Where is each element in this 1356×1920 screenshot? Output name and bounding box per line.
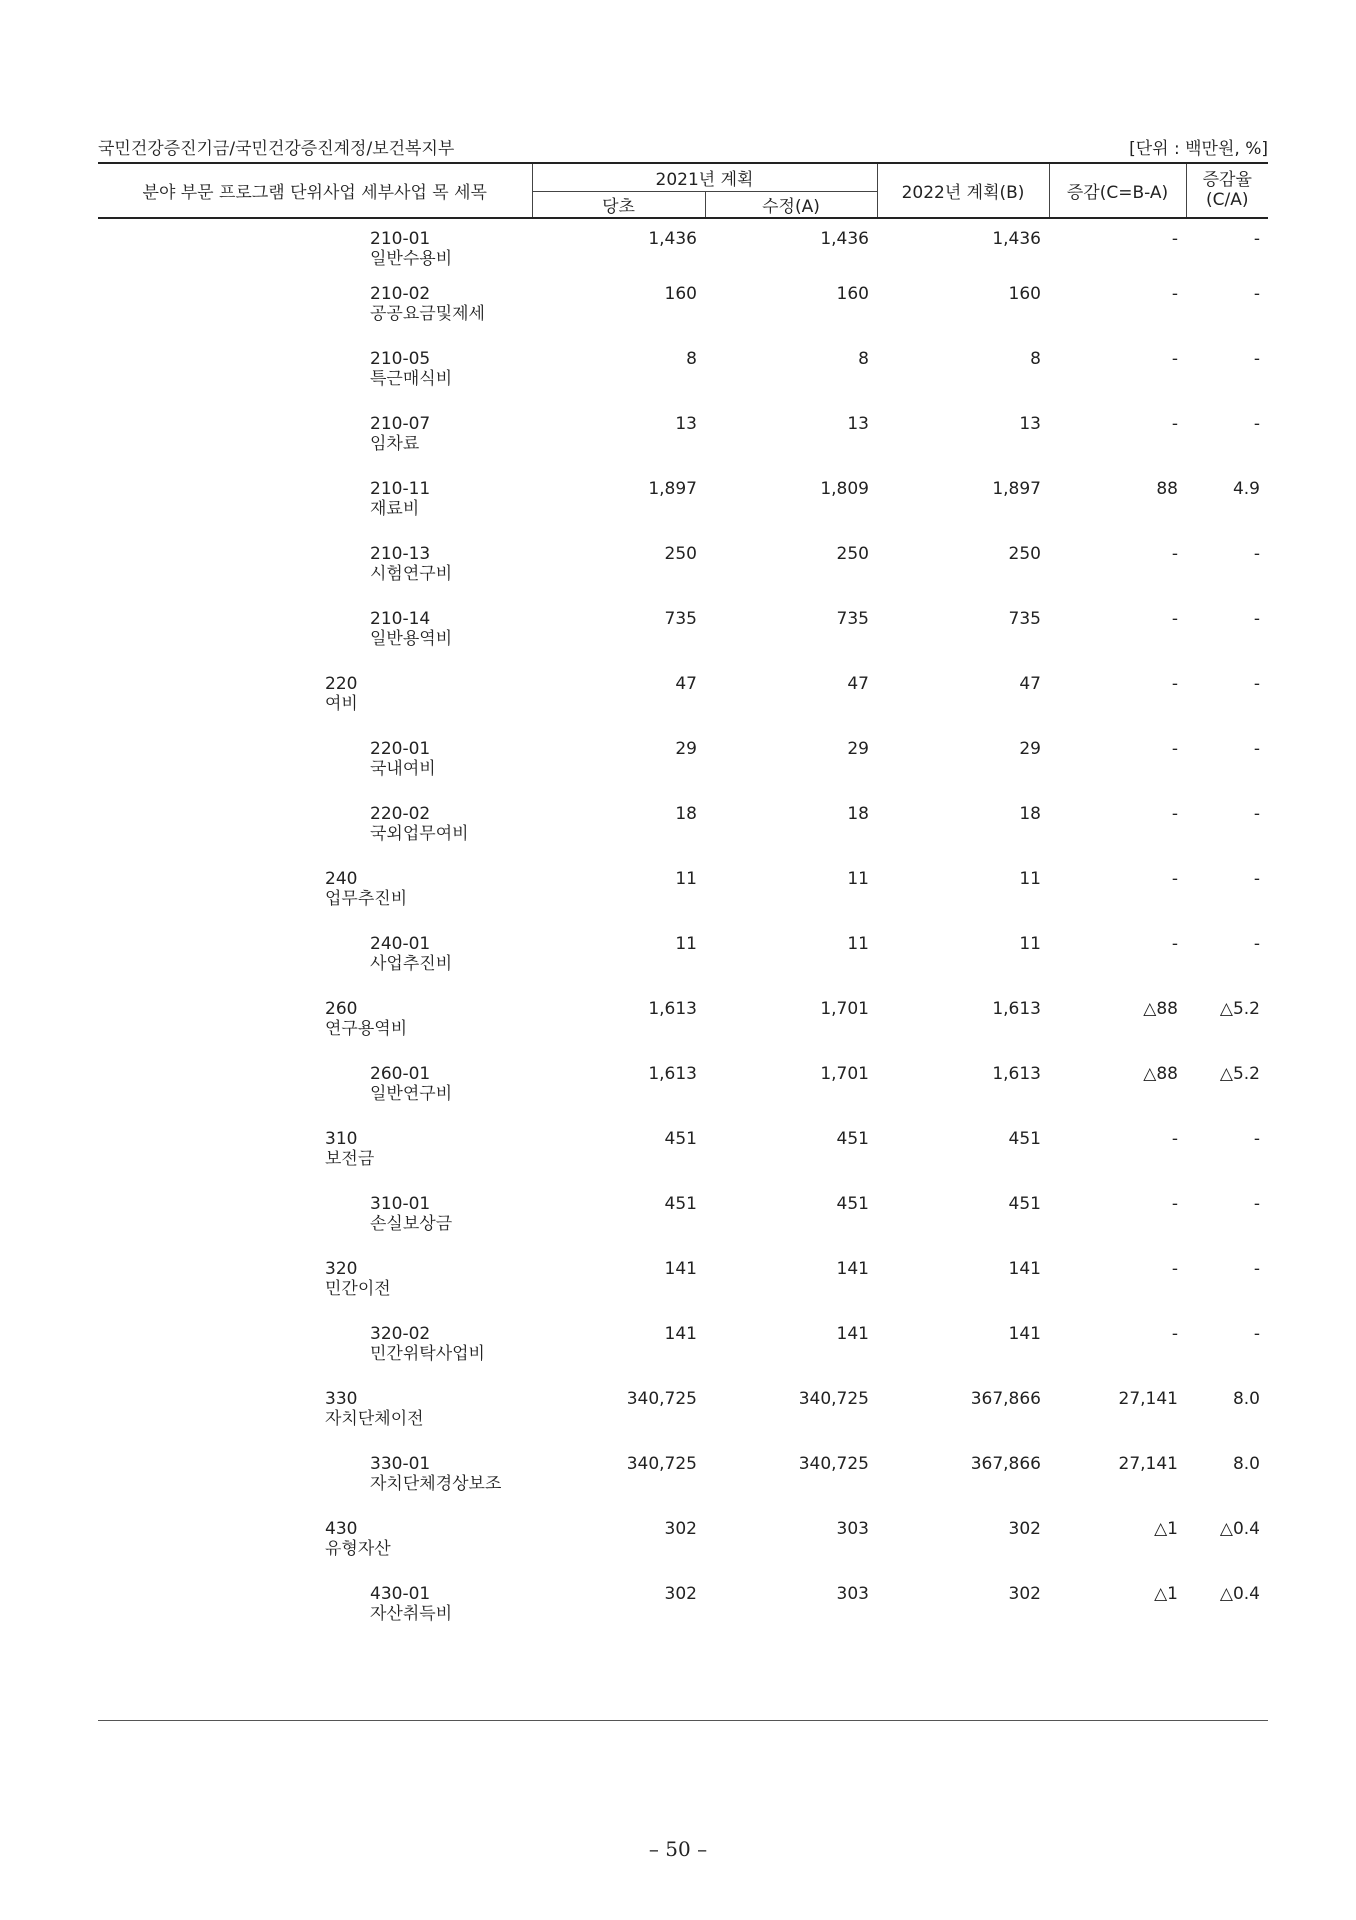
- plan-2022-value: 451: [1008, 1193, 1041, 1214]
- rate-value: -: [1253, 608, 1260, 629]
- change-value: -: [1171, 283, 1178, 304]
- rate-value: △0.4: [1219, 1583, 1260, 1604]
- unit-label: [단위 : 백만원, %]: [1129, 139, 1268, 159]
- table-row: [98, 1519, 1268, 1584]
- table-row: [98, 544, 1268, 609]
- rate-value: △0.4: [1219, 1518, 1260, 1539]
- original-value: 160: [664, 283, 697, 304]
- header-change: 증감(C=B-A): [1049, 163, 1186, 218]
- item-cell: [98, 414, 532, 479]
- rate-value: -: [1253, 803, 1260, 824]
- original-value: 29: [675, 738, 697, 759]
- plan-2022-value: 11: [1019, 868, 1041, 889]
- table-row: [98, 1454, 1268, 1519]
- item-code: 210-05: [370, 348, 431, 369]
- item-name: 자산취득비: [370, 1603, 453, 1624]
- original-value: 451: [664, 1193, 697, 1214]
- revised-value: 11: [847, 868, 869, 889]
- table-row: [98, 609, 1268, 674]
- item-code: 240: [325, 868, 358, 889]
- item-code: 330-01: [370, 1453, 431, 1474]
- revised-value: 1,701: [820, 1063, 869, 1084]
- table-row: [98, 804, 1268, 869]
- plan-2022-value: 141: [1008, 1323, 1041, 1344]
- change-value: -: [1171, 933, 1178, 954]
- revised-value: 141: [836, 1323, 869, 1344]
- change-value: -: [1171, 1193, 1178, 1214]
- original-value: 13: [675, 413, 697, 434]
- rate-value: -: [1253, 933, 1260, 954]
- item-code: 220-01: [370, 738, 431, 759]
- item-code: 240-01: [370, 933, 431, 954]
- item-cell: [98, 1064, 532, 1129]
- change-value: △1: [1154, 1583, 1178, 1604]
- change-value: -: [1171, 1128, 1178, 1149]
- item-cell: [98, 479, 532, 544]
- change-value: -: [1171, 673, 1178, 694]
- rate-value: -: [1253, 543, 1260, 564]
- item-name: 여비: [325, 693, 358, 714]
- revised-value: 303: [836, 1518, 869, 1539]
- revised-value: 18: [847, 803, 869, 824]
- change-value: -: [1171, 413, 1178, 434]
- original-value: 340,725: [626, 1453, 697, 1474]
- plan-2022-value: 29: [1019, 738, 1041, 759]
- table-row: [98, 1129, 1268, 1194]
- original-value: 302: [664, 1518, 697, 1539]
- item-cell: [98, 1584, 532, 1649]
- rate-value: -: [1253, 348, 1260, 369]
- item-code: 430: [325, 1518, 358, 1539]
- original-value: 1,897: [648, 478, 697, 499]
- rate-value: △5.2: [1219, 1063, 1260, 1084]
- table-row: [98, 869, 1268, 934]
- item-cell: [98, 1519, 532, 1584]
- change-value: 27,141: [1118, 1388, 1178, 1409]
- plan-2022-value: 1,897: [992, 478, 1041, 499]
- original-value: 11: [675, 868, 697, 889]
- item-cell: [98, 674, 532, 739]
- item-code: 210-07: [370, 413, 431, 434]
- revised-value: 340,725: [798, 1453, 869, 1474]
- item-name: 사업추진비: [370, 953, 453, 974]
- original-value: 302: [664, 1583, 697, 1604]
- table-row: [98, 739, 1268, 804]
- item-name: 임차료: [370, 433, 420, 454]
- table-header: [98, 163, 1268, 218]
- plan-2022-value: 250: [1008, 543, 1041, 564]
- plan-2022-value: 47: [1019, 673, 1041, 694]
- page-header: [98, 128, 1268, 162]
- bottom-divider: [98, 1720, 1268, 1721]
- change-value: -: [1171, 1323, 1178, 1344]
- revised-value: 303: [836, 1583, 869, 1604]
- revised-value: 1,436: [820, 228, 869, 249]
- rate-value: -: [1253, 1258, 1260, 1279]
- rate-value: -: [1253, 1128, 1260, 1149]
- item-code: 310-01: [370, 1193, 431, 1214]
- table-row: [98, 284, 1268, 349]
- item-name: 재료비: [370, 498, 420, 519]
- rate-value: -: [1253, 413, 1260, 434]
- item-cell: [98, 349, 532, 414]
- plan-2022-value: 160: [1008, 283, 1041, 304]
- item-name: 민간위탁사업비: [370, 1343, 485, 1364]
- item-cell: [98, 544, 532, 609]
- rate-value: -: [1253, 868, 1260, 889]
- item-name: 공공요금및제세: [370, 303, 485, 324]
- change-value: -: [1171, 348, 1178, 369]
- plan-2022-value: 13: [1019, 413, 1041, 434]
- table-row: [98, 674, 1268, 739]
- plan-2022-value: 1,436: [992, 228, 1041, 249]
- plan-2022-value: 735: [1008, 608, 1041, 629]
- item-name: 자치단체경상보조: [370, 1473, 502, 1494]
- revised-value: 160: [836, 283, 869, 304]
- item-code: 310: [325, 1128, 358, 1149]
- header-2022-plan: 2022년 계획(B): [877, 163, 1049, 218]
- rate-value: -: [1253, 1193, 1260, 1214]
- item-cell: [98, 1324, 532, 1389]
- revised-value: 340,725: [798, 1388, 869, 1409]
- table-row: [98, 1324, 1268, 1389]
- plan-2022-value: 302: [1008, 1518, 1041, 1539]
- item-code: 210-14: [370, 608, 431, 629]
- change-value: -: [1171, 868, 1178, 889]
- plan-2022-value: 8: [1030, 348, 1041, 369]
- change-value: -: [1171, 608, 1178, 629]
- original-value: 11: [675, 933, 697, 954]
- item-cell: [98, 934, 532, 999]
- item-cell: [98, 1389, 532, 1454]
- item-code: 260-01: [370, 1063, 431, 1084]
- table-row: [98, 934, 1268, 999]
- item-cell: [98, 1194, 532, 1259]
- plan-2022-value: 1,613: [992, 1063, 1041, 1084]
- rate-value: -: [1253, 228, 1260, 249]
- plan-2022-value: 367,866: [970, 1388, 1041, 1409]
- item-name: 자치단체이전: [325, 1408, 424, 1429]
- item-code: 220-02: [370, 803, 431, 824]
- change-value: △1: [1154, 1518, 1178, 1539]
- item-name: 국내여비: [370, 758, 436, 779]
- rate-value: 8.0: [1232, 1388, 1260, 1409]
- item-name: 시험연구비: [370, 563, 453, 584]
- item-name: 손실보상금: [370, 1213, 453, 1234]
- budget-table: [98, 162, 1268, 1649]
- item-cell: [98, 1129, 532, 1194]
- table-body: [98, 218, 1268, 1649]
- revised-value: 11: [847, 933, 869, 954]
- item-name: 유형자산: [325, 1538, 391, 1559]
- original-value: 18: [675, 803, 697, 824]
- table-row: [98, 479, 1268, 544]
- revised-value: 735: [836, 608, 869, 629]
- revised-value: 8: [858, 348, 869, 369]
- original-value: 8: [686, 348, 697, 369]
- rate-value: 8.0: [1232, 1453, 1260, 1474]
- item-code: 210-02: [370, 283, 431, 304]
- revised-value: 13: [847, 413, 869, 434]
- original-value: 1,436: [648, 228, 697, 249]
- original-value: 340,725: [626, 1388, 697, 1409]
- item-name: 국외업무여비: [370, 823, 469, 844]
- item-name: 업무추진비: [325, 888, 408, 909]
- original-value: 1,613: [648, 1063, 697, 1084]
- item-name: 연구용역비: [325, 1018, 408, 1039]
- item-cell: [98, 804, 532, 869]
- table-row: [98, 1259, 1268, 1324]
- plan-2022-value: 11: [1019, 933, 1041, 954]
- item-name: 민간이전: [325, 1278, 391, 1299]
- page-number: – 50 –: [648, 1837, 708, 1861]
- original-value: 250: [664, 543, 697, 564]
- item-cell: [98, 218, 532, 284]
- item-code: 430-01: [370, 1583, 431, 1604]
- item-cell: [98, 609, 532, 674]
- original-value: 1,613: [648, 998, 697, 1019]
- change-value: -: [1171, 738, 1178, 759]
- header-2021-plan: 2021년 계획: [532, 163, 877, 191]
- rate-value: -: [1253, 1323, 1260, 1344]
- header-revised: 수정(A): [705, 191, 877, 218]
- rate-value: △5.2: [1219, 998, 1260, 1019]
- item-name: 특근매식비: [370, 368, 453, 389]
- plan-2022-value: 18: [1019, 803, 1041, 824]
- budget-page: [98, 128, 1268, 1649]
- table-row: [98, 1064, 1268, 1129]
- item-name: 일반연구비: [370, 1083, 453, 1104]
- item-cell: [98, 739, 532, 804]
- revised-value: 451: [836, 1193, 869, 1214]
- item-code: 320: [325, 1258, 358, 1279]
- plan-2022-value: 451: [1008, 1128, 1041, 1149]
- original-value: 735: [664, 608, 697, 629]
- table-row: [98, 414, 1268, 479]
- plan-2022-value: 1,613: [992, 998, 1041, 1019]
- revised-value: 29: [847, 738, 869, 759]
- change-value: 88: [1156, 478, 1178, 499]
- item-code: 210-13: [370, 543, 431, 564]
- item-name: 일반수용비: [370, 248, 453, 269]
- change-value: 27,141: [1118, 1453, 1178, 1474]
- original-value: 141: [664, 1258, 697, 1279]
- item-code: 210-11: [370, 478, 431, 499]
- change-value: -: [1171, 228, 1178, 249]
- item-code: 210-01: [370, 228, 431, 249]
- plan-2022-value: 302: [1008, 1583, 1041, 1604]
- item-name: 보전금: [325, 1148, 375, 1169]
- table-row: [98, 1194, 1268, 1259]
- item-name: 일반용역비: [370, 628, 453, 649]
- fund-title: 국민건강증진기금/국민건강증진계정/보건복지부: [98, 139, 455, 159]
- original-value: 47: [675, 673, 697, 694]
- change-value: △88: [1143, 1063, 1178, 1084]
- item-code: 260: [325, 998, 358, 1019]
- table-row: [98, 999, 1268, 1064]
- header-category: 분야 부문 프로그램 단위사업 세부사업 목 세목: [98, 163, 532, 218]
- revised-value: 141: [836, 1258, 869, 1279]
- rate-value: -: [1253, 283, 1260, 304]
- revised-value: 47: [847, 673, 869, 694]
- table-row: [98, 1584, 1268, 1649]
- item-code: 220: [325, 673, 358, 694]
- table-row: [98, 218, 1268, 284]
- original-value: 451: [664, 1128, 697, 1149]
- table-row: [98, 349, 1268, 414]
- item-cell: [98, 999, 532, 1064]
- table-row: [98, 1389, 1268, 1454]
- rate-value: 4.9: [1232, 478, 1260, 499]
- revised-value: 451: [836, 1128, 869, 1149]
- change-value: △88: [1143, 998, 1178, 1019]
- change-value: -: [1171, 543, 1178, 564]
- plan-2022-value: 367,866: [970, 1453, 1041, 1474]
- plan-2022-value: 141: [1008, 1258, 1041, 1279]
- item-cell: [98, 869, 532, 934]
- rate-value: -: [1253, 673, 1260, 694]
- item-code: 330: [325, 1388, 358, 1409]
- header-original: 당초: [532, 191, 705, 218]
- change-value: -: [1171, 803, 1178, 824]
- item-cell: [98, 1454, 532, 1519]
- item-code: 320-02: [370, 1323, 431, 1344]
- change-value: -: [1171, 1258, 1178, 1279]
- revised-value: 250: [836, 543, 869, 564]
- item-cell: [98, 1259, 532, 1324]
- original-value: 141: [664, 1323, 697, 1344]
- revised-value: 1,701: [820, 998, 869, 1019]
- revised-value: 1,809: [820, 478, 869, 499]
- header-rate: 증감율 (C/A): [1186, 163, 1268, 218]
- item-cell: [98, 284, 532, 349]
- rate-value: -: [1253, 738, 1260, 759]
